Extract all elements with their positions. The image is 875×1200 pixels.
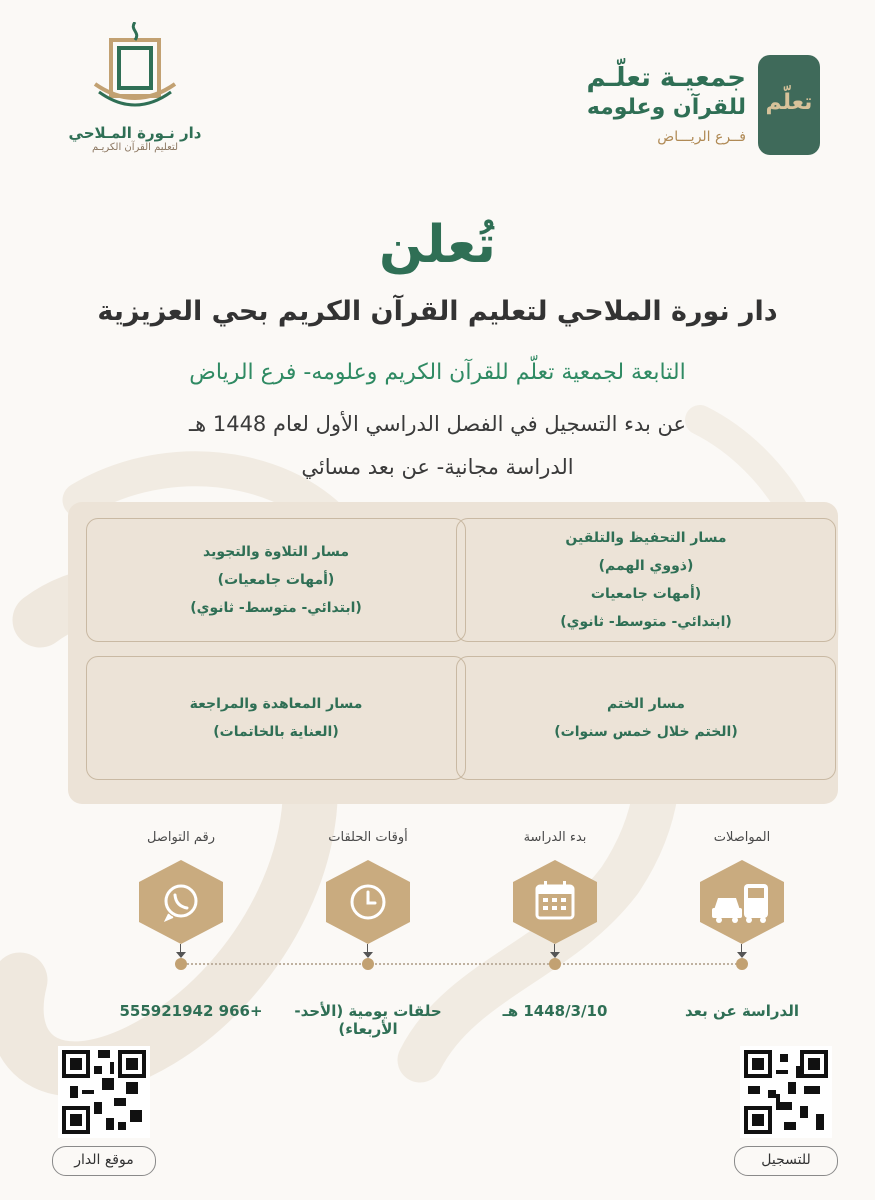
info-label: أوقات الحلقات bbox=[328, 830, 408, 845]
track-line: (أمهات جامعيات) bbox=[217, 572, 335, 588]
taallam-line-2: للقرآن وعلومه bbox=[586, 95, 746, 120]
track-line: (ابتدائي- متوسط- ثانوي) bbox=[560, 614, 732, 630]
track-card-recitation bbox=[86, 518, 466, 642]
study-mode-notice: الدراسة مجانية- عن بعد مسائي bbox=[301, 455, 574, 479]
announcement-heading: تُعلن bbox=[379, 215, 496, 275]
dar-noura-name: دار نـورة المـلاحي bbox=[68, 124, 202, 142]
track-line: (العناية بالخاتمات) bbox=[213, 724, 339, 740]
register-qr-code[interactable] bbox=[740, 1046, 832, 1138]
info-label: بدء الدراسة bbox=[523, 830, 587, 845]
contact-number-value: +966 555921942 bbox=[119, 1002, 263, 1020]
whatsapp-icon bbox=[135, 858, 227, 946]
session-times-value: حلقات يومية (الأحد- الأربعاء) bbox=[294, 1002, 442, 1038]
track-line: (ابتدائي- متوسط- ثانوي) bbox=[190, 600, 362, 616]
track-line: (الختم خلال خمس سنوات) bbox=[554, 724, 738, 740]
taallam-emblem-icon bbox=[758, 55, 820, 155]
affiliation-subtitle: التابعة لجمعية تعلّم للقرآن الكريم وعلومه- فرع الرياض bbox=[189, 360, 686, 385]
calendar-icon bbox=[509, 858, 601, 946]
registration-notice: عن بدء التسجيل في الفصل الدراسي الأول لعام 1448 هـ bbox=[188, 412, 687, 436]
track-title: مسار التلاوة والتجويد bbox=[202, 544, 350, 560]
dar-noura-subtitle: لتعليم القرآن الكريـم bbox=[92, 142, 178, 153]
info-start-date bbox=[495, 830, 615, 946]
timeline-dot bbox=[362, 958, 374, 970]
track-card-memorization bbox=[456, 518, 836, 642]
info-label: رقم التواصل bbox=[147, 830, 215, 845]
website-qr-code[interactable] bbox=[58, 1046, 150, 1138]
transport-value: الدراسة عن بعد bbox=[684, 1002, 800, 1020]
track-title: مسار الختم bbox=[607, 696, 685, 712]
book-emblem-icon bbox=[89, 22, 181, 118]
dar-noura-logo bbox=[60, 22, 210, 172]
transport-icon bbox=[696, 858, 788, 946]
taallam-line-1: جمعيـة تعلّـم bbox=[586, 63, 746, 93]
track-line: (ذووي الهمم) bbox=[598, 558, 694, 574]
timeline-dot bbox=[549, 958, 561, 970]
clock-icon bbox=[322, 858, 414, 946]
info-contact bbox=[121, 830, 241, 946]
info-transport bbox=[682, 830, 802, 946]
tracks-panel bbox=[68, 502, 838, 804]
taallam-emblem-text: تعلّم bbox=[765, 90, 813, 115]
website-qr-caption: موقع الدار bbox=[52, 1146, 156, 1176]
track-title: مسار المعاهدة والمراجعة bbox=[189, 696, 363, 712]
track-card-review bbox=[86, 656, 466, 780]
timeline-dotted-line bbox=[180, 963, 740, 965]
track-line: (أمهات جامعيات bbox=[590, 586, 702, 602]
page-title: دار نورة الملاحي لتعليم القرآن الكريم بحي العزيزية bbox=[97, 296, 778, 327]
start-date-value: 1448/3/10 هـ bbox=[502, 1002, 608, 1020]
timeline-dot bbox=[175, 958, 187, 970]
info-label: المواصلات bbox=[713, 830, 771, 845]
info-session-times bbox=[308, 830, 428, 946]
timeline-dot bbox=[736, 958, 748, 970]
taallam-society-logo bbox=[560, 55, 820, 155]
register-qr-caption: للتسجيل bbox=[734, 1146, 838, 1176]
track-title: مسار التحفيظ والتلقين bbox=[565, 530, 727, 546]
taallam-line-3: فــرع الريـــاض bbox=[657, 129, 746, 145]
track-card-completion bbox=[456, 656, 836, 780]
